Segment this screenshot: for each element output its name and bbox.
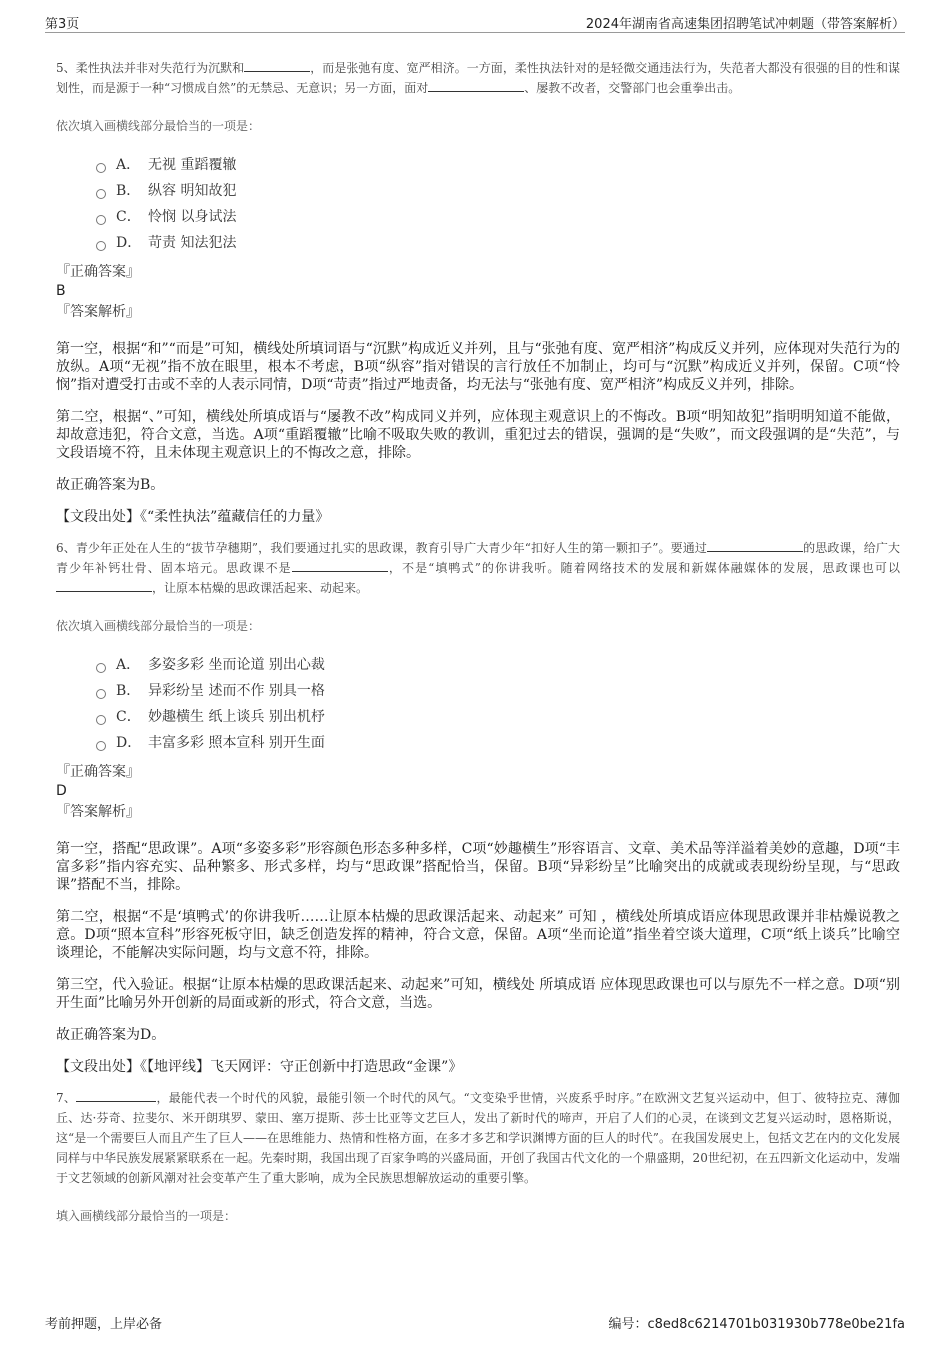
- question-5-text-part: ，而是张弛有度、宽严相济。一方面，柔性执法针对的是轻微交通违法行为，失范者大都没有很强的目的性和谋划性，而是源于一种“习惯成自然”的无禁忌、无意识；另一方面，面对: [56, 61, 900, 95]
- option-letter: D．: [116, 735, 142, 751]
- option-d[interactable]: [96, 230, 900, 256]
- option-text: 妙趣横生 纸上谈兵 别出机杼: [148, 709, 325, 725]
- question-5-prompt: 依次填入画横线部分最恰当的一项是：: [56, 119, 261, 133]
- option-text: 异彩纷呈 述而不作 别具一格: [148, 683, 325, 699]
- document-code: [608, 1313, 905, 1332]
- question-6-text-part: ，让原本枯燥的思政课活起来、动起来。: [152, 581, 369, 595]
- question-5-text-part: 、屡教不改者，交警部门也会重拳出击。: [524, 81, 741, 95]
- blank-1: [707, 539, 803, 552]
- option-b[interactable]: [96, 678, 900, 704]
- question-6-prompt: 依次填入画横线部分最恰当的一项是：: [56, 619, 261, 633]
- main-content: [56, 58, 900, 1226]
- question-6-text: [56, 538, 900, 598]
- question-5: [56, 58, 900, 526]
- option-d[interactable]: [96, 730, 900, 756]
- document-title: 2024年湖南省高速集团招聘笔试冲刺题（带答案解析）: [585, 17, 905, 32]
- option-text: 丰富多彩 照本宣科 别开生面: [148, 735, 325, 751]
- analysis-label: 『答案解析』: [56, 804, 140, 820]
- answer-label: 『正确答案』: [56, 264, 140, 280]
- option-c[interactable]: [96, 704, 900, 730]
- option-c[interactable]: [96, 204, 900, 230]
- analysis-paragraph: 第二空，根据“、”可知，横线处所填成语与“屡教不改”构成同义并列，应体现主观意识上的不悔改。B项“明知故犯”指明明知道不能做，却故意违犯，符合文意，当选。A项“重蹈覆辙”比喻不吸取失败的教训，重犯过去的错误，强调的是“失败”，而文段强调的是“失范”，与文段语境不符，且未体现主观意识上的不悔改之意，排除。: [56, 409, 900, 461]
- source-citation: 【文段出处】《“柔性执法”蕴藏信任的力量》: [56, 509, 330, 525]
- blank-2: [428, 79, 524, 92]
- radio-icon[interactable]: [96, 241, 106, 251]
- analysis-paragraph: 第二空，根据“不是‘填鸭式’的你讲我听……让原本枯燥的思政课活起来、动起来” 可知 ，横线处所填成语应体现思政课并非枯燥说教之意。D项“照本宣科”形容死板守旧，缺乏创造发挥的精神，符合文意，保留。A项“坐而论道”指坐着空谈大道理，C项“纸上谈兵”比喻空谈理论，不能解决实际问题，均与文意不符，排除。: [56, 909, 900, 961]
- blank-2: [292, 559, 388, 572]
- option-text: 怜悯 以身试法: [148, 209, 237, 225]
- question-6-text-part: 6、青少年正处在人生的“拔节孕穗期”，我们要通过扎实的思政课，教育引导广大青少年“扣好人生的第一颗扣子”。要通过: [56, 541, 708, 555]
- question-7-prompt: 填入画横线部分最恰当的一项是：: [56, 1209, 237, 1223]
- option-a[interactable]: [96, 152, 900, 178]
- radio-icon[interactable]: [96, 663, 106, 673]
- question-5-options: [56, 152, 900, 256]
- answer-label: 『正确答案』: [56, 764, 140, 780]
- option-letter: D．: [116, 235, 142, 251]
- option-letter: B．: [116, 183, 141, 199]
- page-header: [45, 8, 905, 33]
- answer-value: B: [56, 283, 66, 299]
- question-7-text-part: 7、: [56, 1091, 77, 1105]
- analysis-paragraph: 故正确答案为D。: [56, 1027, 166, 1043]
- option-letter: C．: [116, 209, 141, 225]
- document-code-label: 编号：: [608, 1317, 648, 1332]
- option-letter: A．: [116, 657, 141, 673]
- option-letter: A．: [116, 157, 141, 173]
- question-5-text-part: 5、柔性执法并非对失范行为沉默和: [56, 61, 245, 75]
- radio-icon[interactable]: [96, 215, 106, 225]
- option-text: 纵容 明知故犯: [148, 183, 237, 199]
- question-6-options: [56, 652, 900, 756]
- question-7-text: [56, 1088, 900, 1188]
- option-text: 多姿多彩 坐而论道 别出心裁: [148, 657, 325, 673]
- source-citation: 【文段出处】《【地评线】飞天网评：守正创新中打造思政“金课”》: [56, 1059, 463, 1075]
- analysis-paragraph: 第三空，代入验证。根据“让原本枯燥的思政课活起来、动起来”可知，横线处 所填成语 应体现思政课也可以与原先不一样之意。D项“别开生面”比喻另外开创新的局面或新的形式，符合文意，当选。: [56, 977, 900, 1011]
- blank-1: [76, 1089, 156, 1102]
- radio-icon[interactable]: [96, 189, 106, 199]
- question-7-text-part: ，最能代表一个时代的风貌，最能引领一个时代的风气。“文变染乎世情，兴废系乎时序。”在欧洲文艺复兴运动中，但丁、彼特拉克、薄伽丘、达·芬奇、拉斐尔、米开朗琪罗、蒙田、塞万提斯、莎士比亚等文艺巨人，发出了新时代的啼声，开启了人们的心灵，在谈到文艺复兴运动时，恩格斯说，这“是一个需要巨人而且产生了巨人——在思维能力、热情和性格方面，在多才多艺和学识渊博方面的巨人的时代”。在我国发展史上，包括文艺在内的文化发展同样与中华民族发展紧紧联系在一起。先秦时期，我国出现了百家争鸣的兴盛局面，开创了我国古代文化的一个鼎盛期，20世纪初，在五四新文化运动中，发端于文艺领域的创新风潮对社会变革产生了重大影响，成为全民族思想解放运动的重要引擎。: [56, 1091, 900, 1185]
- question-6-text-part: 的思政课，给广大青少年补钙壮骨、固本培元。思政课不是: [56, 541, 900, 575]
- radio-icon[interactable]: [96, 741, 106, 751]
- analysis-paragraph: 故正确答案为B。: [56, 477, 165, 493]
- question-5-text: [56, 58, 900, 98]
- document-code-value: c8ed8c6214701b031930b778e0be21fa: [647, 1317, 905, 1332]
- analysis-paragraph: 第一空，根据“和”“而是”可知，横线处所填词语与“沉默”构成近义并列，且与“张弛有度、宽严相济”构成反义并列，应体现对失范行为的放纵。A项“无视”指不放在眼里，根本不考虑，B项“纵容”指对错误的言行放任不加制止，均可与“沉默”构成近义并列，保留。C项“怜悯”指对遭受打击或不幸的人表示同情，D项“苛责”指过严地责备，均无法与“张弛有度、宽严相济”构成反义并列，排除。: [56, 341, 900, 393]
- question-7: [56, 1088, 900, 1226]
- option-text: 无视 重蹈覆辙: [148, 157, 237, 173]
- option-letter: C．: [116, 709, 141, 725]
- option-letter: B．: [116, 683, 141, 699]
- question-6: [56, 538, 900, 1076]
- radio-icon[interactable]: [96, 163, 106, 173]
- page-number: 第3页: [45, 17, 80, 32]
- analysis-paragraph: 第一空，搭配“思政课”。A项“多姿多彩”形容颜色形态多种多样，C项“妙趣横生”形容语言、文章、美术品等洋溢着美妙的意趣，D项“丰富多彩”指内容充实、品种繁多、形式多样，均与“思政课”搭配恰当，保留。B项“异彩纷呈”比喻突出的成就或表现纷纷呈现，与“思政课”搭配不当，排除。: [56, 841, 900, 893]
- footer-slogan: 考前押题，上岸必备: [45, 1317, 163, 1332]
- radio-icon[interactable]: [96, 689, 106, 699]
- option-b[interactable]: [96, 178, 900, 204]
- question-6-text-part: ，不是“填鸭式”的你讲我听。随着网络技术的发展和新媒体融媒体的发展，思政课也可以: [387, 561, 900, 575]
- option-a[interactable]: [96, 652, 900, 678]
- blank-3: [56, 579, 152, 592]
- blank-1: [244, 59, 310, 72]
- answer-value: D: [56, 783, 67, 799]
- analysis-label: 『答案解析』: [56, 304, 140, 320]
- option-text: 苛责 知法犯法: [148, 235, 237, 251]
- radio-icon[interactable]: [96, 715, 106, 725]
